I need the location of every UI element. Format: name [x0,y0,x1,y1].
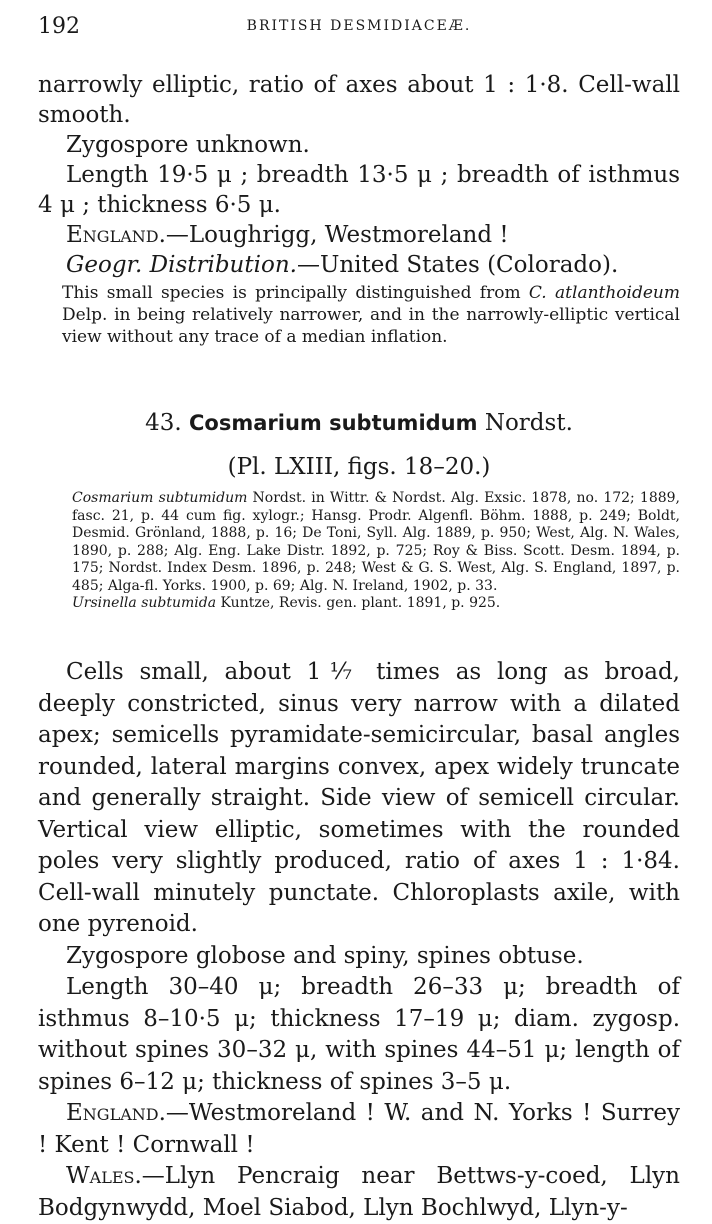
species-author: Nordst. [477,410,573,436]
synonym-name-1: Cosmarium subtumidum [72,490,248,506]
geographic-distribution [38,250,680,280]
zygospore-description: Zygospore globose and spiny, spines obtuse. [66,942,584,969]
england-localities [38,1098,680,1161]
synonymy-second [72,595,680,613]
geogr-text: —United States (Colorado). [296,252,619,278]
wales-label: Wales. [66,1163,142,1189]
synonym-name-2: Ursinella subtumida [72,595,217,611]
species-description [38,657,680,1224]
cell-description: Cells small, about 1⅐ times as long as broad, deeply constricted, sinus very narrow with a dilated apex; semicells pyramidate-semicircular, basal angles rounded, lateral margins convex, apex widely truncate and generally straight. Side view of semicell circular. Vertical view elliptic, sometimes with the rounded poles very slightly produced, ratio of axes 1 : 1·84. Cell-wall minutely punctate. Chloroplasts axile, with one pyrenoid. [38,659,680,937]
england-text: —Loughrigg, Westmoreland ! [165,222,509,248]
synonymy-references-2: Kuntze, Revis. gen. plant. 1891, p. 925. [216,595,501,611]
species-name: Cosmarium subtumidum [189,411,478,435]
description-tail: narrowly elliptic, ratio of axes about 1 : 1·8. Cell-wall smooth. [38,72,680,128]
plate-reference: (Pl. LXIII, figs. 18–20.) [227,454,491,480]
synonymy-main [72,490,680,595]
wales-localities [38,1161,680,1224]
page-number: 192 [38,14,80,39]
england-locality [38,220,680,250]
england-label: England. [66,1100,166,1126]
running-title: BRITISH DESMIDIACEÆ. [246,18,472,34]
synonymy-block [72,490,680,613]
measurements: Length 30–40 μ; breadth 26–33 μ; breadth of isthmus 8–10·5 μ; thickness 17–19 μ; diam. zygosp. without spines 30–32 μ, with spines 44–51 μ; length of spines 6–12 μ; thickness of spines 3–5 μ. [38,974,680,1095]
species-heading [38,410,680,480]
previous-species-tail [38,70,680,280]
note-text-a: This small species is principally distinguished from [62,283,529,303]
comparison-note [62,282,680,348]
measurements-line: Length 19·5 μ ; breadth 13·5 μ ; breadth of isthmus 4 μ ; thickness 6·5 μ. [38,162,680,218]
note-text-b: Delp. in being relatively narrower, and in the narrowly-elliptic vertical view without any trace of a median inflation. [62,305,680,347]
wales-text: —Llyn Pencraig near Bettws-y-coed, Llyn Bodgynwydd, Moel Siabod, Llyn Bochlwyd, Llyn-y- [38,1163,680,1221]
england-label: England. [66,222,166,248]
geogr-label: Geogr. Distribution. [66,252,297,278]
page-header [38,14,680,50]
species-number: 43. [145,410,189,436]
note-species-italic: C. atlanthoideum [528,283,680,303]
zygospore-line: Zygospore unknown. [66,132,310,158]
england-text: —Westmoreland ! W. and N. Yorks ! Surrey ! Kent ! Cornwall ! [38,1100,680,1158]
synonymy-references-1: Nordst. in Wittr. & Nordst. Alg. Exsic. 1878, no. 172; 1889, fasc. 21, p. 44 cum fig. xylogr.; Hansg. Prodr. Algenfl. Böhm. 1888, p. 249; Boldt, Desmid. Grönland, 1888, p. 16; De Toni, Syll. Alg. 1889, p. 950; West, Alg. N. Wales, 1890, p. 288; Alg. Eng. Lake Distr. 1892, p. 725; Roy & Biss. Scott. Desm. 1894, p. 175; Nordst. Index Desm. 1896, p. 248; West & G. S. West, Alg. S. England, 1897, p. 485; Alga-fl. Yorks. 1900, p. 69; Alg. N. Ireland, 1902, p. 33. [72,490,680,594]
